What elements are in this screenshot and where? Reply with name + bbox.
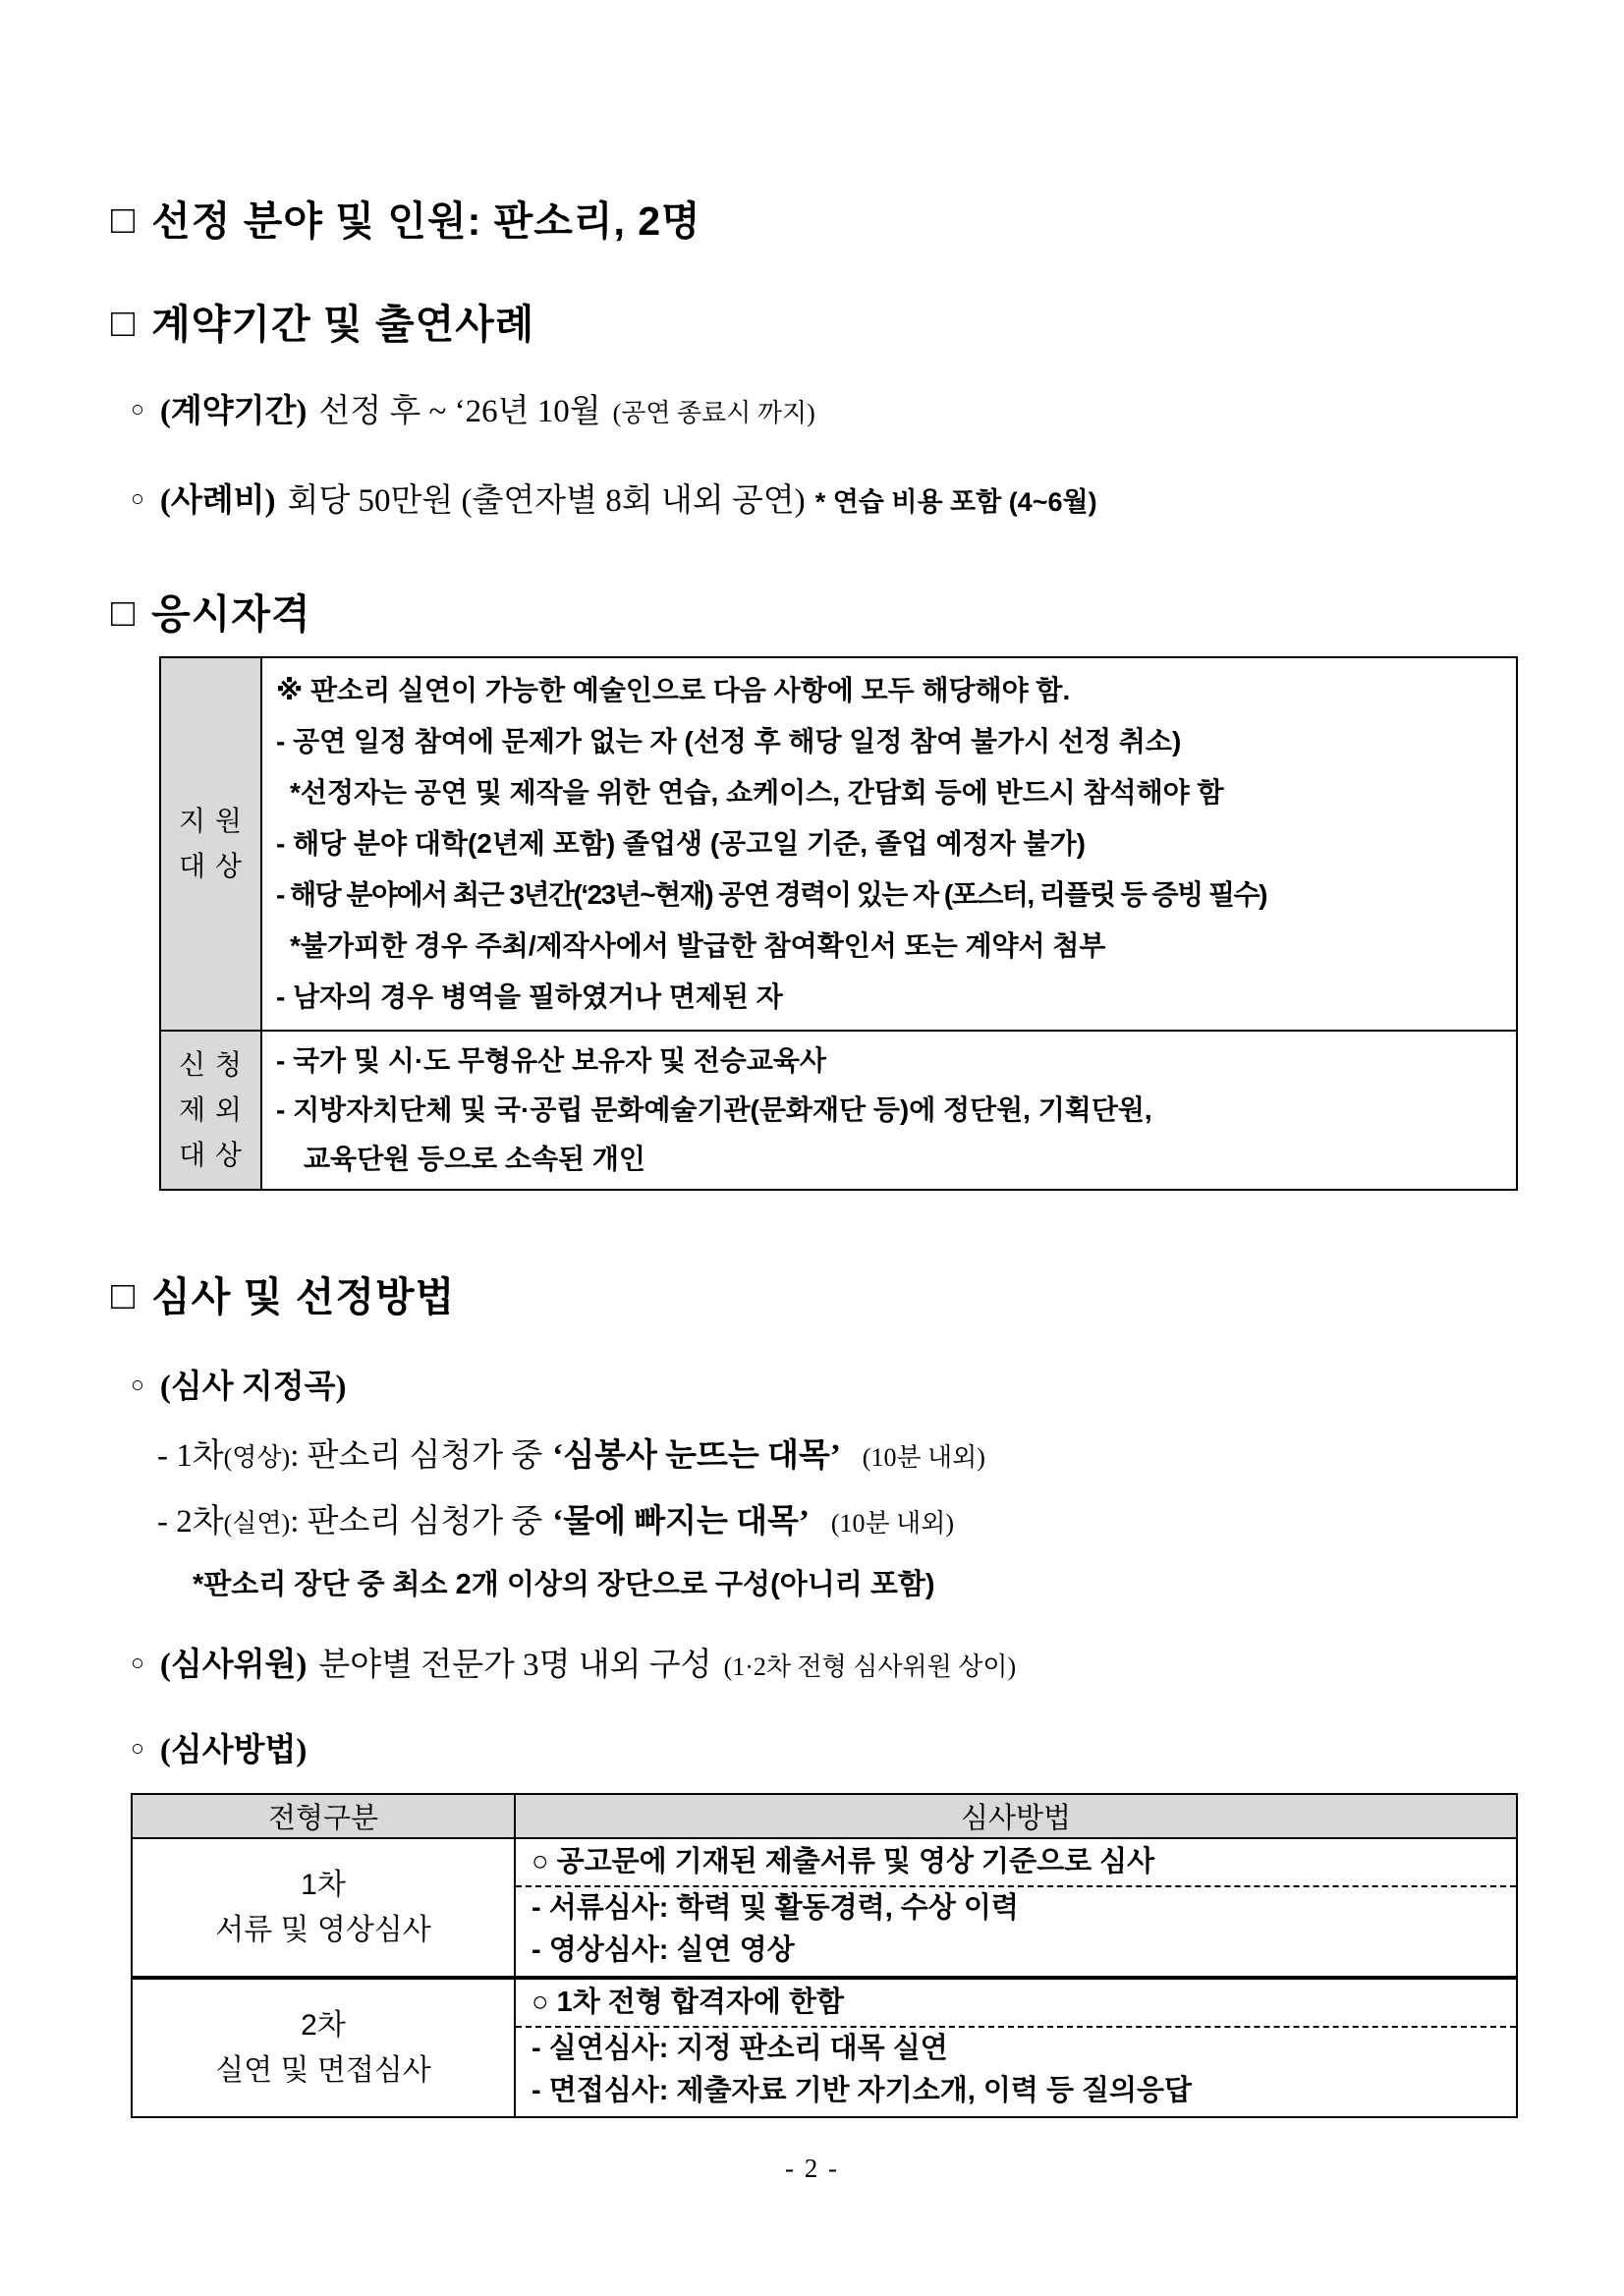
square-marker: □ [111,1274,137,1317]
method-label: (심사방법) [159,1733,308,1768]
square-marker: □ [111,198,137,242]
fee-item [131,475,1097,521]
song-round-type: (영상) [223,1443,291,1472]
table-line: *불가피한 경우 주최/제작사에서 발급한 참여확인서 또는 계약서 첨부 [290,930,1106,961]
judges-item [131,1639,1016,1685]
eligibility-row-header [160,1031,261,1190]
stage-cell [132,1838,515,1978]
header-line: 신 청 [179,1049,243,1080]
header-line: 지 원 [179,806,243,836]
song-duration-note: (10분 내외) [862,1443,985,1472]
table-line: - 해당 분야에서 최근 3년간(‘23년~현재) 공연 경력이 있는 자 (포스터, 리플릿 등 증빙 필수) [276,879,1266,910]
circle-bullet: ○ [131,1651,144,1675]
song-item-round1 [157,1429,985,1476]
stage-line: 서류 및 영상심사 [215,1913,431,1946]
method-line: - 서류심사: 학력 및 활동경력, 수상 이력 [532,1892,1019,1924]
method-line: - 면접심사: 제출자료 기반 자기소개, 이력 등 질의응답 [532,2075,1193,2106]
method-detail-cell [515,1838,1517,1978]
header-line: 대 상 [179,851,243,881]
contract-period-note: (공연 종료시 까지) [612,399,815,427]
circle-bullet: ○ [131,486,144,511]
method-table-row-2 [132,1978,1517,2117]
table-line: 교육단원 등으로 소속된 개인 [304,1144,645,1174]
judges-text: 분야별 전문가 3명 내외 구성 [318,1648,712,1683]
circle-bullet: ○ [131,397,144,421]
song-title: ‘심봉사 눈뜨는 대목’ [552,1438,841,1474]
song-text: : 판소리 심청가 중 [290,1504,543,1540]
contract-period-text: 선정 후 ~ ‘26년 10월 [318,394,601,429]
heading-contract-text: 계약기간 및 출연사례 [151,302,535,347]
fee-star-note: * 연습 비용 포함 (4~6월) [814,487,1097,517]
stage-cell [132,1978,515,2117]
stage-line: 실연 및 면접심사 [215,2053,431,2087]
songs-footnote: *판소리 장단 중 최소 2개 이상의 장단으로 구성(아니리 포함) [193,1569,935,1600]
fee-label: (사례비) [159,483,276,519]
song-round-prefix: - 1차 [157,1438,224,1474]
circle-bullet: ○ [131,1372,144,1397]
method-item [131,1724,318,1770]
method-line: - 실연심사: 지정 판소리 대목 실연 [532,2033,948,2064]
header-line: 제 외 [179,1094,243,1125]
heading-review [111,1264,455,1322]
table-line: - 국가 및 시·도 무형유산 보유자 및 전승교육사 [276,1045,826,1076]
page-number: - 2 - [785,2154,839,2183]
table-line: - 남자의 경우 병역을 필하였거나 면제된 자 [276,981,783,1012]
song-text: : 판소리 심청가 중 [290,1438,543,1474]
table-line: - 지방자치단체 및 국·공립 문화예술기관(문화재단 등)에 정단원, 기획단원, [276,1094,1152,1125]
method-table [131,1793,1518,2118]
heading-review-text: 심사 및 선정방법 [151,1274,456,1319]
heading-selection-text: 선정 분야 및 인원: 판소리, 2명 [151,198,701,244]
judges-note: (1·2차 전형 심사위원 상이) [723,1652,1017,1681]
method-line: - 영상심사: 실연 영상 [532,1934,795,1966]
fee-text: 회당 50만원 (출연자별 8회 내외 공연) [287,483,806,519]
song-item-round2 [157,1495,954,1541]
song-round-prefix: - 2차 [157,1504,224,1540]
stage-line: 1차 [301,1868,346,1901]
eligibility-row-header [160,657,261,1031]
method-table-row-1 [132,1838,1517,1978]
square-marker: □ [111,302,137,345]
table-line: - 해당 분야 대학(2년제 포함) 졸업생 (공고일 기준, 졸업 예정자 불가) [276,828,1086,859]
stage-line: 2차 [301,2008,346,2042]
method-line: ○ 공고문에 기재된 제출서류 및 영상 기준으로 심사 [516,1841,1516,1887]
method-table-header-stage: 전형구분 [132,1794,515,1838]
judges-label: (심사위원) [159,1648,308,1683]
method-line: ○ 1차 전형 합격자에 한함 [516,1982,1516,2028]
song-title: ‘물에 빠지는 대목’ [552,1504,810,1540]
method-table-header-row [132,1794,1517,1838]
eligibility-row-content [261,657,1517,1031]
heading-eligibility [111,582,311,640]
song-duration-note: (10분 내외) [830,1509,955,1538]
eligibility-row-excluded [160,1031,1517,1190]
table-line: *선정자는 공연 및 제작을 위한 연습, 쇼케이스, 간담회 등에 반드시 참석해야 함 [290,777,1224,808]
table-line: - 공연 일정 참여에 문제가 없는 자 (선정 후 해당 일정 참여 불가시 선정 취소) [276,726,1182,756]
method-table-header-method: 심사방법 [515,1794,1517,1838]
heading-contract [111,292,534,350]
song-round-type: (실연) [223,1509,291,1538]
designated-songs-item [131,1361,359,1407]
table-line: ※ 판소리 실연이 가능한 예술인으로 다음 사항에 모두 해당해야 함. [276,675,1071,705]
method-detail-cell [515,1978,1517,2117]
heading-selection [111,189,701,247]
eligibility-row-content [261,1031,1517,1190]
heading-eligibility-text: 응시자격 [151,591,311,637]
eligibility-table [159,656,1518,1191]
contract-period-label: (계약기간) [159,394,308,429]
circle-bullet: ○ [131,1736,144,1761]
designated-songs-label: (심사 지정곡) [159,1370,347,1405]
eligibility-row-target [160,657,1517,1031]
header-line: 대 상 [179,1140,243,1170]
square-marker: □ [111,591,137,635]
contract-period-item [131,385,815,431]
